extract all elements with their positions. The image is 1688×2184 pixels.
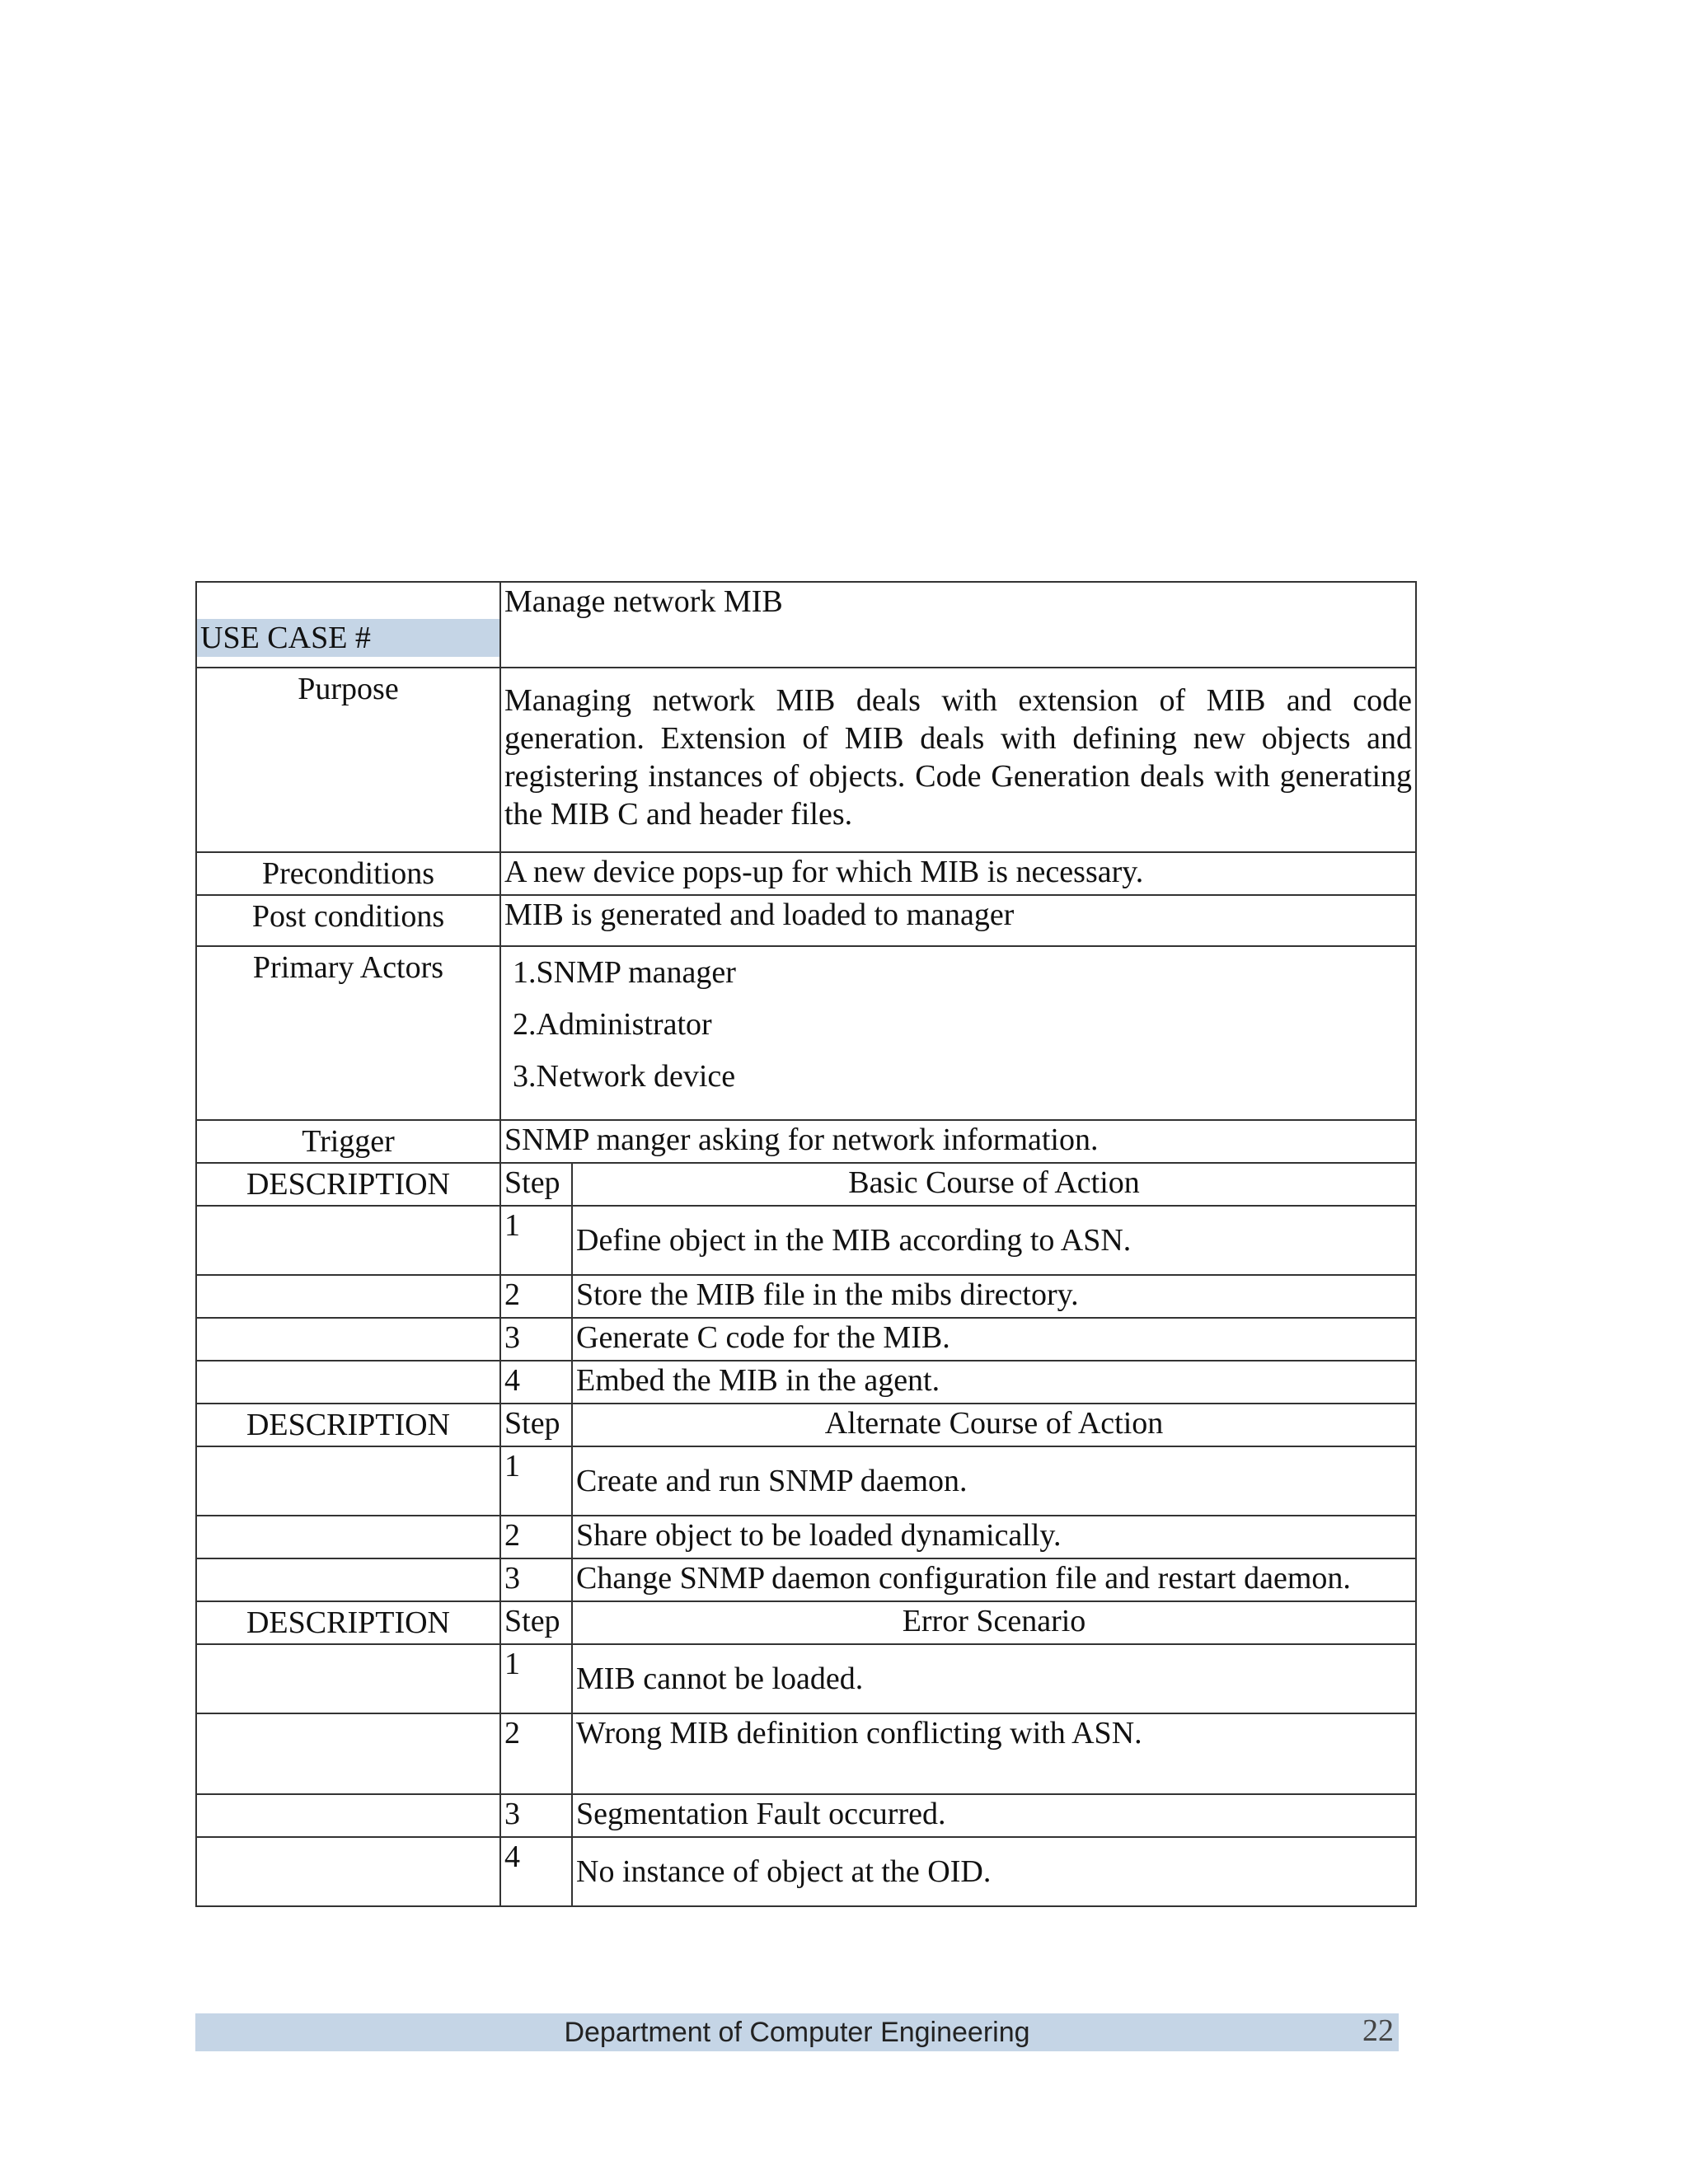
- actor-item: 3.Network device: [513, 1059, 736, 1094]
- preconditions-row: [196, 852, 1416, 895]
- table-row: [196, 1644, 1416, 1713]
- empty-cell: [196, 1794, 500, 1837]
- step-text: Store the MIB file in the mibs directory.: [572, 1275, 1416, 1318]
- empty-cell: [196, 1558, 500, 1601]
- trigger-text: SNMP manger asking for network information.: [500, 1120, 1416, 1163]
- step-header: Step: [500, 1163, 572, 1206]
- actor-item: 1.SNMP manager: [513, 955, 736, 990]
- step-number: 1: [500, 1644, 572, 1713]
- use-case-title: Manage network MIB: [500, 582, 1416, 668]
- section-label: DESCRIPTION: [196, 1601, 500, 1644]
- table-row: [196, 1713, 1416, 1794]
- section-title: Basic Course of Action: [572, 1163, 1416, 1206]
- step-text: [572, 1644, 1416, 1713]
- step-number: 4: [500, 1837, 572, 1906]
- table-row: [196, 1558, 1416, 1601]
- step-number: 4: [500, 1361, 572, 1404]
- actors-label: Primary Actors: [196, 946, 500, 1120]
- section-title: Error Scenario: [572, 1601, 1416, 1644]
- trigger-row: [196, 1120, 1416, 1163]
- preconditions-label: Preconditions: [196, 852, 500, 895]
- step-number: 2: [500, 1516, 572, 1558]
- section-label: DESCRIPTION: [196, 1163, 500, 1206]
- step-text: Segmentation Fault occurred.: [572, 1794, 1416, 1837]
- table-row: [196, 1446, 1416, 1516]
- actors-row: [196, 946, 1416, 1120]
- step-text-value: Create and run SNMP daemon.: [576, 1464, 968, 1498]
- table-row: [196, 1837, 1416, 1906]
- step-number: 1: [500, 1446, 572, 1516]
- step-text: Embed the MIB in the agent.: [572, 1361, 1416, 1404]
- table-row: [196, 1794, 1416, 1837]
- use-case-row: [196, 582, 1416, 668]
- empty-cell: [196, 1275, 500, 1318]
- section-header-row: [196, 1601, 1416, 1644]
- table-row: [196, 1516, 1416, 1558]
- empty-cell: [196, 1837, 500, 1906]
- step-header: Step: [500, 1404, 572, 1446]
- purpose-label: Purpose: [196, 668, 500, 852]
- postconditions-label: Post conditions: [196, 895, 500, 946]
- step-text: [572, 1206, 1416, 1275]
- table-row: [196, 1275, 1416, 1318]
- purpose-cell: [500, 668, 1416, 852]
- step-number: 2: [500, 1713, 572, 1794]
- postconditions-text: MIB is generated and loaded to manager: [500, 895, 1416, 946]
- empty-cell: [196, 1713, 500, 1794]
- empty-cell: [196, 1516, 500, 1558]
- table-row: [196, 1361, 1416, 1404]
- step-number: 1: [500, 1206, 572, 1275]
- empty-cell: [196, 1644, 500, 1713]
- step-text: Change SNMP daemon configuration file and restart daemon.: [572, 1558, 1416, 1601]
- step-number: 3: [500, 1794, 572, 1837]
- step-text: [572, 1446, 1416, 1516]
- actors-cell: [500, 946, 1416, 1120]
- empty-cell: [196, 1206, 500, 1275]
- use-case-table: [195, 581, 1417, 1907]
- footer-department: Department of Computer Engineering: [564, 2017, 1030, 2048]
- section-header-row: [196, 1163, 1416, 1206]
- section-header-row: [196, 1404, 1416, 1446]
- section-title: Alternate Course of Action: [572, 1404, 1416, 1446]
- step-text: [572, 1837, 1416, 1906]
- table-row: [196, 1318, 1416, 1361]
- use-case-label: USE CASE #: [197, 619, 499, 657]
- purpose-text: Managing network MIB deals with extension of MIB and code generation. Extension of MIB deals with defining new objects and registering instances of objects. Code Generation deals with generating the MIB C and header files.: [504, 683, 1413, 832]
- step-header: Step: [500, 1601, 572, 1644]
- step-number: 3: [500, 1558, 572, 1601]
- purpose-row: [196, 668, 1416, 852]
- step-text-value: Define object in the MIB according to ASN.: [576, 1223, 1132, 1258]
- preconditions-text: A new device pops-up for which MIB is necessary.: [500, 852, 1416, 895]
- step-text: Generate C code for the MIB.: [572, 1318, 1416, 1361]
- empty-cell: [196, 1446, 500, 1516]
- postconditions-row: [196, 895, 1416, 946]
- empty-cell: [196, 1361, 500, 1404]
- step-text: Share object to be loaded dynamically.: [572, 1516, 1416, 1558]
- step-number: 3: [500, 1318, 572, 1361]
- step-number: 2: [500, 1275, 572, 1318]
- empty-cell: [196, 1318, 500, 1361]
- use-case-label-cell: [196, 582, 500, 668]
- page-number: 22: [1362, 2013, 1394, 2048]
- trigger-label: Trigger: [196, 1120, 500, 1163]
- section-label: DESCRIPTION: [196, 1404, 500, 1446]
- step-text: Wrong MIB definition conflicting with ASN.: [572, 1713, 1416, 1794]
- step-text-value: No instance of object at the OID.: [576, 1854, 992, 1889]
- page-footer: [195, 2013, 1399, 2051]
- table-row: [196, 1206, 1416, 1275]
- actor-item: 2.Administrator: [513, 1007, 712, 1042]
- step-text-value: MIB cannot be loaded.: [576, 1661, 864, 1696]
